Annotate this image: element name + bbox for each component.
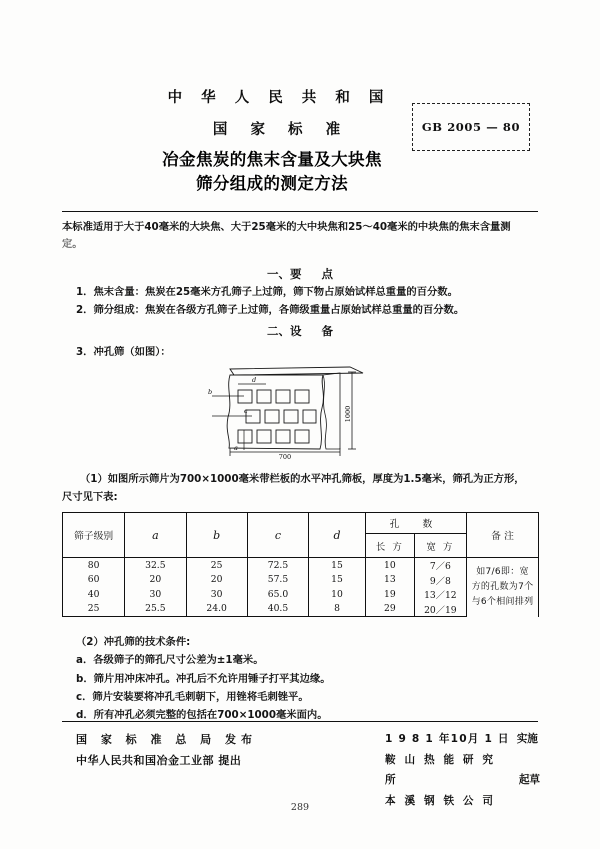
- table-header-b: b: [186, 513, 247, 558]
- cell-b: 24.0: [186, 602, 247, 617]
- footer-left-block: [76, 729, 257, 772]
- table-header-holes-wide: 宽 方: [414, 534, 466, 558]
- figure-width-label: 700: [278, 453, 292, 461]
- table-header-holes: 孔 数: [365, 513, 466, 534]
- page-number: 289: [290, 802, 310, 813]
- list-item: b．筛片用冲床冲孔。冲孔后不允许用锤子打平其边缘。: [76, 672, 331, 685]
- footer-org-1: 鞍 山 热 能 研 究 所: [385, 753, 496, 787]
- paragraph-1: [62, 471, 540, 506]
- footer-org-tag: 起草: [518, 774, 540, 787]
- title-line-2: 筛分组成的测定方法: [195, 173, 349, 193]
- figure-mark-d: d: [252, 376, 257, 384]
- footer-divider: [62, 721, 538, 722]
- scope-continuation: 定。: [62, 237, 83, 250]
- figure-height-label: 1000: [344, 405, 352, 423]
- scope-paragraph: [62, 219, 540, 253]
- table-header-holes-long: 长 方: [365, 534, 414, 558]
- figure-mark-c: c: [244, 407, 248, 415]
- standard-number-box: [412, 103, 530, 151]
- paragraph-2-head: （2）冲孔筛的技术条件:: [76, 636, 191, 648]
- cell-holes-long: 10: [365, 558, 414, 573]
- remark-line-1: 如7/6即：宽: [476, 567, 529, 578]
- section2-title: 设: [290, 324, 302, 338]
- footer-date-tag: 实施: [516, 733, 538, 745]
- cell-c: 57.5: [247, 573, 308, 588]
- cell-grade: 60: [63, 573, 125, 588]
- cell-b: 25: [186, 558, 247, 573]
- list-item: a．各级筛子的筛孔尺寸公差为±1毫米。: [76, 654, 264, 667]
- cell-grade: 80: [63, 558, 125, 573]
- table-header-remark: 备 注: [467, 513, 539, 558]
- country-line: 中 华 人 民 共 和 国: [167, 90, 391, 106]
- sieve-plate-diagram: [200, 362, 376, 462]
- cell-d: 15: [309, 558, 366, 573]
- section-heading-points: [0, 266, 600, 282]
- scope-text: 本标准适用于大于40毫米的大块焦、大于25毫米的大中块焦和25～40毫米的中块焦的焦末含量测: [62, 221, 511, 233]
- cell-holes-long: 13: [365, 573, 414, 588]
- sieve-plate-figure: [200, 362, 376, 462]
- header-divider: [62, 211, 538, 212]
- footer-date: 1 9 8 1 年10月 1 日: [385, 733, 510, 745]
- list-item: c．筛片安装要将冲孔毛刺朝下，用锉将毛刺锉平。: [76, 690, 309, 703]
- remark-line-2: 方的孔数为7个: [471, 581, 534, 592]
- cell-d: 15: [309, 573, 366, 588]
- cell-grade: 40: [63, 587, 125, 602]
- table-header-c: c: [247, 513, 308, 558]
- cell-a: 20: [125, 573, 186, 588]
- list-item: 3．冲孔筛（如图）：: [76, 346, 171, 358]
- cell-holes-wide: 7／6: [414, 558, 466, 573]
- table-row: [63, 558, 539, 573]
- cell-grade: 25: [63, 602, 125, 617]
- footer-right-block: [385, 729, 540, 812]
- page-title: [62, 148, 482, 196]
- footer-proposer: 中华人民共和国冶金工业部 提出: [76, 754, 242, 768]
- section1-title: 要: [290, 267, 302, 281]
- cell-holes-wide: 9／8: [414, 573, 466, 588]
- section-heading-equipment: [0, 323, 600, 339]
- table-header-a: a: [125, 513, 186, 558]
- standard-kind-line: 国 家 标 准: [212, 122, 350, 138]
- cell-b: 30: [186, 587, 247, 602]
- cell-d: 8: [309, 602, 366, 617]
- paragraph-1-line-2: 尺寸见下表:: [62, 490, 118, 503]
- section1-title2: 点: [321, 267, 333, 281]
- cell-c: 65.0: [247, 587, 308, 602]
- section2-title2: 备: [321, 324, 333, 338]
- table-header-d: d: [309, 513, 366, 558]
- figure-mark-b: b: [208, 388, 213, 396]
- paragraph-2: [76, 633, 546, 725]
- cell-a: 30: [125, 587, 186, 602]
- equipment-list: [76, 343, 546, 361]
- cell-a: 32.5: [125, 558, 186, 573]
- cell-a: 25.5: [125, 602, 186, 617]
- list-item: 2．筛分组成：焦炭在各级方孔筛子上过筛，各筛级重量占原始试样总重量的百分数。: [76, 304, 465, 317]
- figure-mark-a: a: [234, 444, 238, 452]
- specification-table: [62, 512, 539, 617]
- footer-issuer: 国 家 标 准 总 局 发布: [76, 733, 257, 746]
- cell-d: 10: [309, 587, 366, 602]
- cell-c: 72.5: [247, 558, 308, 573]
- cell-holes-long: 29: [365, 602, 414, 617]
- list-item: d．所有冲孔必须完整的包括在700×1000毫米面内。: [76, 709, 328, 722]
- cell-b: 20: [186, 573, 247, 588]
- footer-org-2: 本 溪 钢 铁 公 司: [385, 794, 496, 807]
- section1-number: 一、: [267, 267, 290, 281]
- section2-number: 二、: [267, 324, 290, 338]
- cell-remark: [467, 558, 539, 617]
- paragraph-1-line-1: （1）如图所示筛片为700×1000毫米带栏板的水平冲孔筛板，厚度为1.5毫米，筛孔为正方形，: [80, 473, 525, 485]
- remark-line-3: 与6个相间排列: [471, 596, 534, 607]
- cell-c: 40.5: [247, 602, 308, 617]
- standard-number: GB 2005 — 80: [421, 120, 521, 134]
- table-header-grade: 筛子级别: [63, 513, 125, 558]
- title-line-1: 冶金焦炭的焦末含量及大块焦: [162, 150, 382, 169]
- points-list: [76, 283, 546, 319]
- cell-holes-wide: 20／19: [414, 602, 466, 617]
- cell-holes-long: 19: [365, 587, 414, 602]
- cell-holes-wide: 13／12: [414, 587, 466, 602]
- list-item: 1．焦末含量：焦炭在25毫米方孔筛子上过筛，筛下物占原始试样总重量的百分数。: [76, 286, 458, 298]
